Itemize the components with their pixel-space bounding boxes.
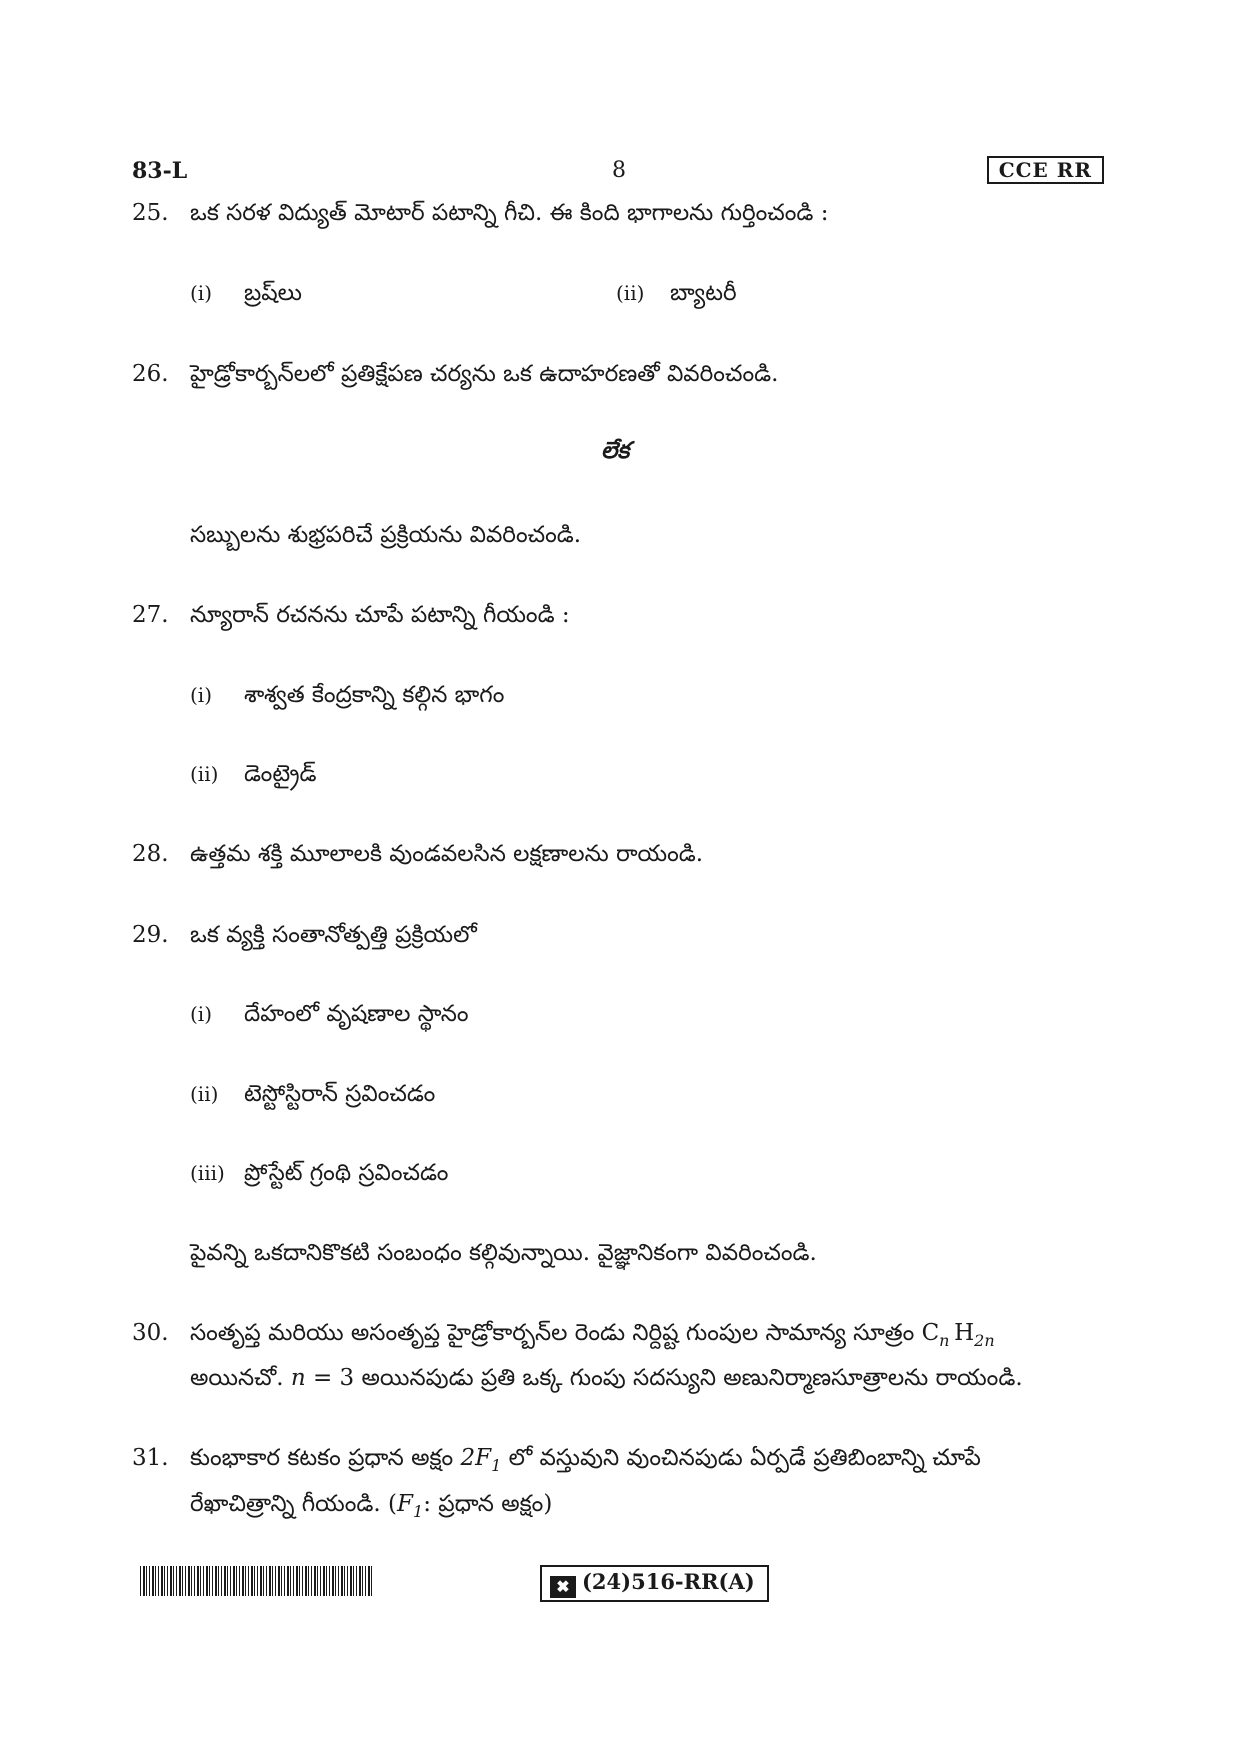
page-number: 8 — [612, 158, 626, 183]
series-box: CCE RR — [987, 156, 1104, 184]
question-number: 26. — [132, 361, 169, 387]
question-25-part-i: (i) బ్రష్‌లు — [190, 280, 302, 306]
question-31-line2: రేఖాచిత్రాన్ని గీయండి. ($F_1$: ప్రధాన అక్షం) — [190, 1491, 553, 1521]
question-29-closing: పైవన్ని ఒకదానికొకటి సంబంధం కల్గివున్నాయి. వైజ్ఞానికంగా వివరించండి. — [190, 1240, 817, 1266]
question-25 — [132, 196, 828, 230]
question-26 — [132, 357, 778, 391]
question-text: హైడ్రోకార్బన్‌లలో ప్రతిక్షేపణ చర్యను ఒక ఉదాహరణతో వివరించండి. — [190, 361, 779, 387]
question-number: 25. — [132, 200, 169, 226]
question-27 — [132, 598, 570, 632]
question-number: 30. — [132, 1320, 169, 1346]
question-29-part-i: (i) దేహంలో వృషణాల స్థానం — [190, 1001, 469, 1027]
question-29-part-ii: (ii) టెస్టోస్టిరాన్ స్రవించడం — [190, 1081, 436, 1107]
question-25-part-ii: (ii) బ్యాటరీ — [616, 280, 737, 306]
question-27-part-i: (i) శాశ్వత కేంద్రకాన్ని కల్గిన భాగం — [190, 682, 505, 708]
question-text: న్యూరాన్ రచనను చూపే పటాన్ని గీయండి : — [190, 602, 570, 628]
page-header — [132, 158, 1104, 188]
question-text: ఒక వ్యక్తి సంతానోత్పత్తి ప్రక్రియలో — [190, 922, 477, 948]
question-28 — [132, 837, 703, 871]
question-number: 27. — [132, 602, 169, 628]
paper-code-box: ✖ (24)516-RR(A) — [540, 1565, 769, 1602]
question-30-line2: అయినచో. n = 3 అయినపుడు ప్రతి ఒక్క గుంపు సదస్యుని అణునిర్మాణసూత్రాలను రాయండి. — [190, 1365, 1023, 1391]
question-29-part-iii: (iii) ప్రోస్టేట్ గ్రంథి స్రవించడం — [190, 1160, 449, 1186]
crossed-box-icon: ✖ — [550, 1576, 576, 1598]
question-29 — [132, 918, 477, 952]
question-26-alternative: సబ్బులను శుభ్రపరిచే ప్రక్రియను వివరించండి. — [190, 522, 582, 548]
barcode — [140, 1566, 372, 1596]
question-number: 29. — [132, 922, 169, 948]
formula: $C_n$ $H_{2n}$ — [921, 1320, 995, 1350]
question-number: 28. — [132, 841, 169, 867]
question-text-line1: సంతృప్త మరియు అసంతృప్త హైడ్రోకార్బన్‌ల రెండు నిర్దిష్ట గుంపుల సామాన్య సూత్రం — [190, 1320, 915, 1346]
question-27-part-ii: (ii) డెంట్రైడ్ — [190, 761, 317, 787]
or-label: లేక — [601, 437, 630, 464]
question-number: 31. — [132, 1445, 169, 1471]
question-31: 31. కుంభాకార కటకం ప్రధాన అక్షం $2F_1$ లో వస్తువుని వుంచినపుడు ఏర్పడే ప్రతిబింబాన్ని చూపే — [132, 1441, 981, 1483]
question-text: ఒక సరళ విద్యుత్ మోటార్ పటాన్ని గీచి. ఈ కింది భాగాలను గుర్తించండి : — [190, 200, 829, 226]
question-text: ఉత్తమ శక్తి మూలాలకి వుండవలసిన లక్షణాలను రాయండి. — [190, 841, 704, 867]
question-30 — [132, 1316, 995, 1358]
subject-code: 83-L — [132, 158, 188, 184]
